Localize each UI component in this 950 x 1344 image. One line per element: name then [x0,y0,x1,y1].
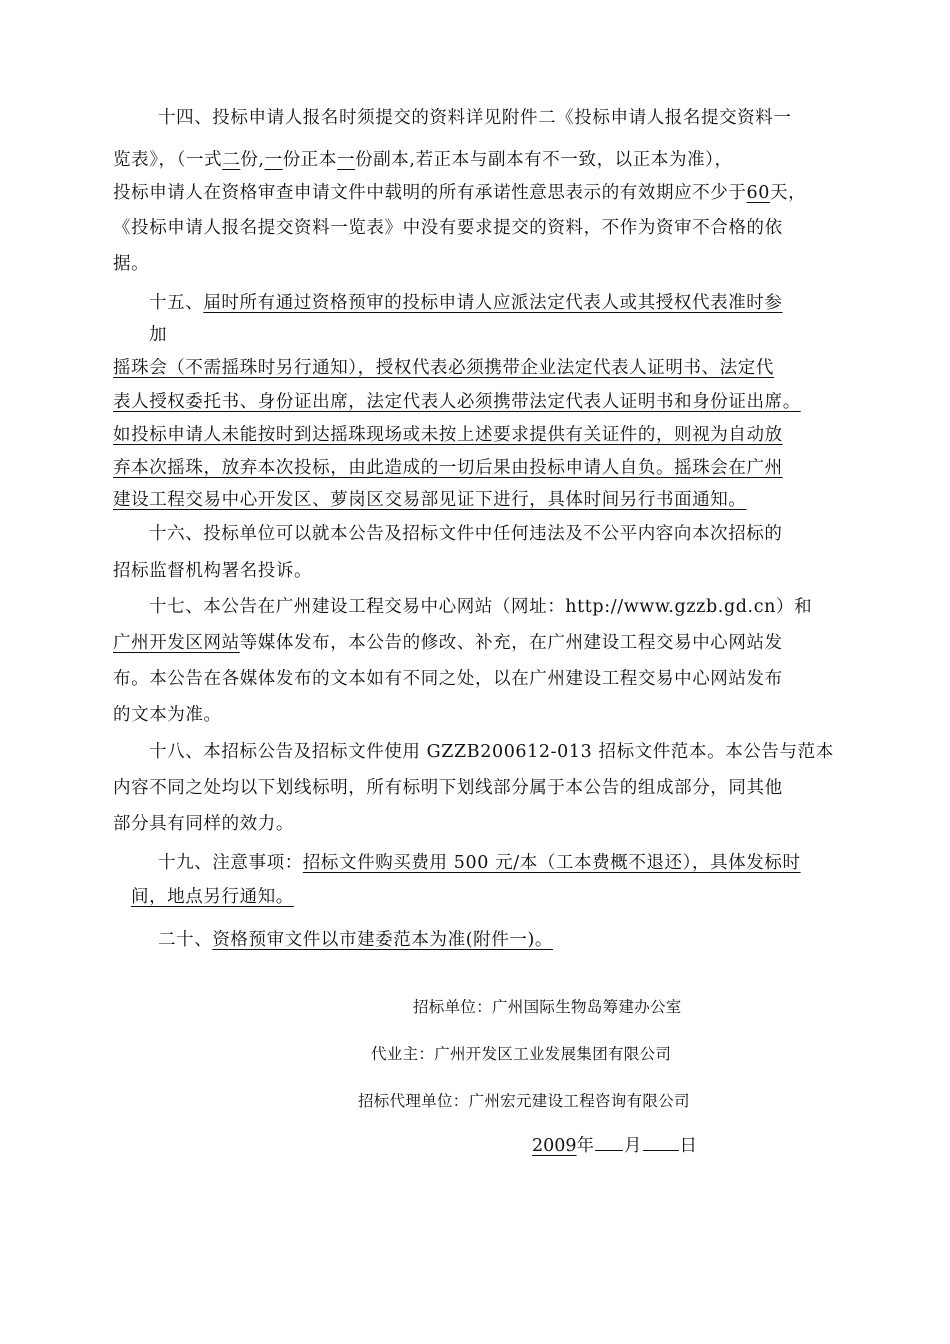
p15-text-4: 表人授权委托书、身份证出席，法定代表人必须携带法定代表人证明书和身份证出席。 [113,392,801,412]
p18-text-2: 内容不同之处均以下划线标明，所有标明下划线部分属于本公告的组成部分，同其他 [113,778,783,798]
p19-prefix: 十九、注意事项： [158,853,303,873]
p15-text-1: 届时所有通过资格预审的投标申请人应派法定代表人或其授权代表准时参 [203,293,783,313]
p17-line-4 [113,698,950,732]
p19-line-2 [131,880,950,914]
duplicate-count: 一 [337,150,356,170]
p15-line-7 [113,483,950,517]
p18-line-3 [113,807,950,841]
p14-text-2c: 份, [240,150,265,170]
agent-owner-signature: 代业主：广州开发区工业发展集团有限公司 [371,1045,672,1063]
p20-line-1 [158,923,950,957]
day-blank [643,1149,679,1151]
p16-line-1 [149,517,950,551]
p16-text-1: 十六、投标单位可以就本公告及招标文件中任何违法及不公平内容向本次招标的 [149,524,783,544]
p17-text-4: 的文本为准。 [113,705,222,725]
tenderer-signature: 招标单位：广州国际生物岛筹建办公室 [413,998,682,1016]
p17-text-1: 十七、本公告在广州建设工程交易中心网站（网址：http://www.gzzb.gd.cn）和 [149,597,813,617]
date-year-unit: 年 [576,1136,595,1156]
p14-text-2g: 份副本,若正本与副本有不一致，以正本为准）， [355,150,733,170]
p18-text-1: 十八、本招标公告及招标文件使用 GZZB200612-013 招标文件范本。本公告与范本 [149,742,834,762]
p15-line-6 [113,451,950,485]
p14-line-3 [113,176,950,210]
p15-text-3: 摇珠会（不需摇珠时另行通知），授权代表必须携带企业法定代表人证明书、法定代 [113,358,774,378]
p14-text-1: 十四、投标申请人报名时须提交的资料详见附件二《投标申请人报名提交资料一 [158,108,792,128]
p14-text-2a: 览表》，（一式 [113,150,223,170]
p19-text-1: 招标文件购买费用 500 元/本（工本费概不退还），具体发标时 [302,853,801,873]
p19-text-2: 间，地点另行通知。 [131,887,294,907]
p15-line-2 [149,318,950,352]
copies-count: 二 [222,150,241,170]
p17-line-1 [149,590,950,624]
p15-text-6: 弃本次摇珠，放弃本次投标，由此造成的一切后果由投标申请人自负。摇珠会在广州 [113,458,783,478]
p15-line-3 [113,351,950,385]
date-day-unit: 日 [679,1136,698,1156]
p15-prefix: 十五、 [149,293,204,313]
p20-text-1: 资格预审文件以市建委范本为准(附件一)。 [212,930,553,950]
p14-text-5: 据。 [113,254,150,274]
original-count: 一 [264,150,283,170]
p15-line-5 [113,418,950,452]
p17-text-3: 布。本公告在各媒体发布的文本如有不同之处，以在广州建设工程交易中心网站发布 [113,669,783,689]
p15-line-4 [113,385,950,419]
kaifaqu-website: 广州开发区网站 [113,633,240,653]
p14-text-3a: 投标申请人在资格审查申请文件中载明的所有承诺性意思表示的有效期应不少于 [113,183,747,203]
p17-line-3 [113,662,950,696]
tender-agency-signature: 招标代理单位：广州宏元建设工程咨询有限公司 [358,1092,690,1110]
p18-text-3: 部分具有同样的效力。 [113,814,294,834]
p16-line-2 [113,554,950,588]
signing-date [532,1131,697,1161]
p15-text-7: 建设工程交易中心开发区、萝岗区交易部见证下进行，具体时间另行书面通知。 [113,490,747,510]
p15-text-5: 如投标申请人未能按时到达摇珠现场或未按上述要求提供有关证件的，则视为自动放 [113,425,783,445]
p19-line-1 [158,846,950,880]
p14-text-2e: 份正本 [282,150,337,170]
p15-text-2: 加 [149,325,168,345]
p14-line-4 [113,211,950,245]
date-month-unit: 月 [624,1136,642,1156]
month-blank [595,1149,623,1151]
p18-line-1 [149,735,950,769]
p16-text-2: 招标监督机构署名投诉。 [113,561,313,581]
p17-line-2 [113,626,950,660]
p18-line-2 [113,771,950,805]
p14-line-5 [113,247,950,281]
p14-line-1 [158,101,950,135]
p14-text-3c: 天， [769,183,807,203]
p14-line-2 [113,143,950,177]
validity-days: 60 [746,183,770,203]
p15-line-1 [149,286,950,320]
p17-text-2b: 等媒体发布，本公告的修改、补充，在广州建设工程交易中心网站发 [239,633,783,653]
p14-text-4: 《投标申请人报名提交资料一览表》中没有要求提交的资料，不作为资审不合格的依 [113,218,783,238]
p20-prefix: 二十、 [158,930,213,950]
date-year: 2009 [532,1136,577,1156]
